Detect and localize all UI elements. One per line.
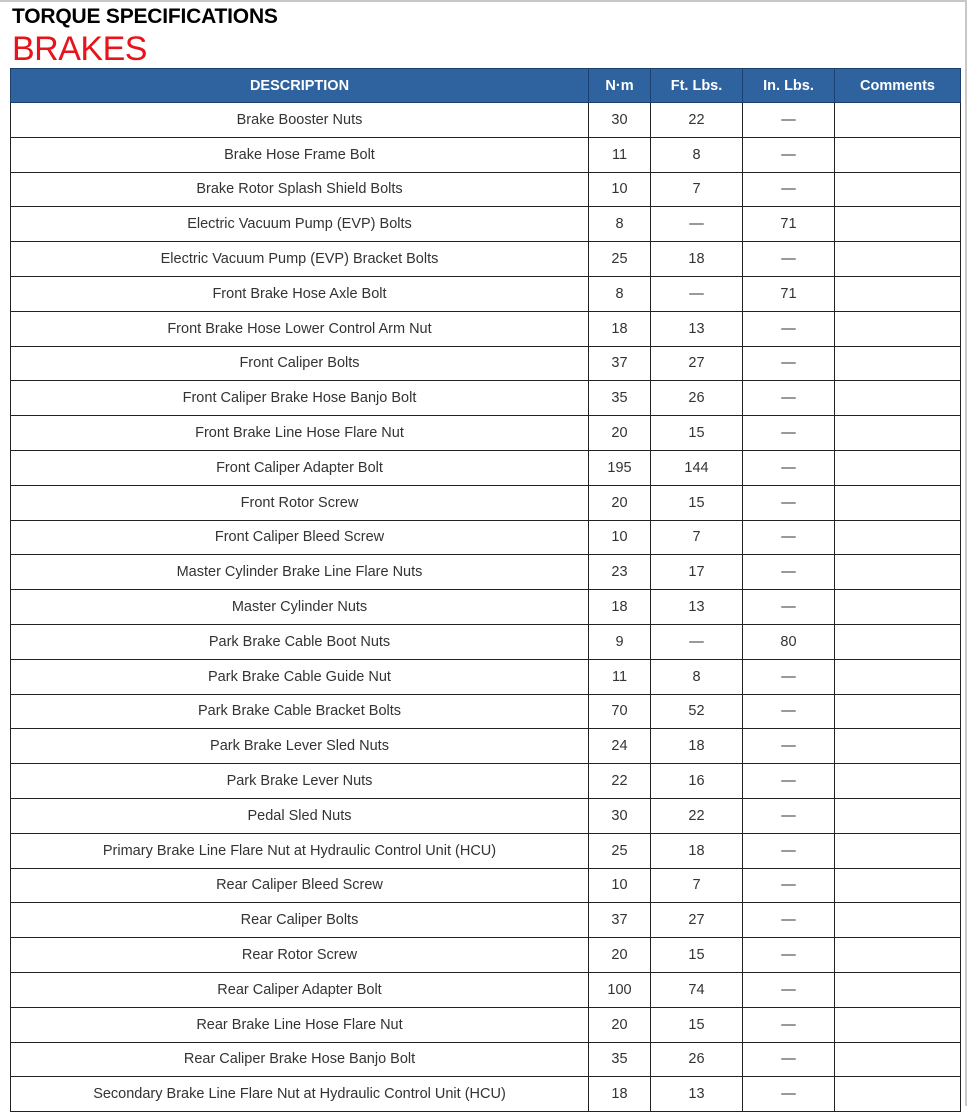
ft-lbs-cell: 22 (651, 798, 743, 833)
table-row (11, 485, 961, 520)
comments-cell (835, 659, 961, 694)
nm-cell: 22 (589, 764, 651, 799)
in-lbs-cell: — (743, 798, 835, 833)
in-lbs-cell: — (743, 659, 835, 694)
ft-lbs-cell: 27 (651, 346, 743, 381)
comments-cell (835, 276, 961, 311)
table-row (11, 346, 961, 381)
description-cell: Rear Rotor Screw (11, 938, 589, 973)
section-title: BRAKES (12, 30, 147, 68)
table-row (11, 1042, 961, 1077)
ft-lbs-cell: 8 (651, 659, 743, 694)
comments-cell (835, 590, 961, 625)
table-row (11, 903, 961, 938)
nm-cell: 10 (589, 172, 651, 207)
description-cell: Primary Brake Line Flare Nut at Hydraulic Control Unit (HCU) (11, 833, 589, 868)
table-row (11, 207, 961, 242)
torque-spec-table (10, 68, 961, 1112)
comments-cell (835, 972, 961, 1007)
table-row (11, 555, 961, 590)
in-lbs-cell: — (743, 346, 835, 381)
ft-lbs-cell: 18 (651, 833, 743, 868)
title-block (12, 5, 278, 67)
table-row (11, 659, 961, 694)
nm-cell: 11 (589, 137, 651, 172)
table-row (11, 694, 961, 729)
in-lbs-cell: — (743, 1007, 835, 1042)
ft-lbs-cell: — (651, 624, 743, 659)
table-row (11, 242, 961, 277)
description-cell: Park Brake Cable Bracket Bolts (11, 694, 589, 729)
nm-cell: 18 (589, 311, 651, 346)
ft-lbs-cell: 15 (651, 485, 743, 520)
comments-cell (835, 416, 961, 451)
ft-lbs-cell: 27 (651, 903, 743, 938)
comments-cell (835, 172, 961, 207)
comments-cell (835, 137, 961, 172)
in-lbs-cell: — (743, 450, 835, 485)
description-cell: Front Brake Hose Lower Control Arm Nut (11, 311, 589, 346)
in-lbs-cell: — (743, 729, 835, 764)
table-row (11, 276, 961, 311)
description-cell: Brake Booster Nuts (11, 103, 589, 138)
ft-lbs-cell: 18 (651, 729, 743, 764)
comments-cell (835, 242, 961, 277)
ft-lbs-cell: 26 (651, 1042, 743, 1077)
description-cell: Secondary Brake Line Flare Nut at Hydraulic Control Unit (HCU) (11, 1077, 589, 1112)
in-lbs-cell: — (743, 485, 835, 520)
comments-cell (835, 381, 961, 416)
nm-cell: 20 (589, 485, 651, 520)
nm-cell: 8 (589, 276, 651, 311)
description-cell: Front Caliper Adapter Bolt (11, 450, 589, 485)
nm-cell: 18 (589, 590, 651, 625)
in-lbs-cell: — (743, 868, 835, 903)
in-lbs-cell: — (743, 764, 835, 799)
nm-cell: 9 (589, 624, 651, 659)
table-row (11, 311, 961, 346)
nm-cell: 20 (589, 1007, 651, 1042)
nm-cell: 18 (589, 1077, 651, 1112)
in-lbs-cell: 71 (743, 276, 835, 311)
table-row (11, 833, 961, 868)
in-lbs-cell: — (743, 311, 835, 346)
description-cell: Brake Rotor Splash Shield Bolts (11, 172, 589, 207)
description-cell: Pedal Sled Nuts (11, 798, 589, 833)
comments-cell (835, 346, 961, 381)
comments-cell (835, 450, 961, 485)
column-header-nm: N·m (589, 69, 651, 103)
description-cell: Front Rotor Screw (11, 485, 589, 520)
in-lbs-cell: — (743, 1077, 835, 1112)
in-lbs-cell: 80 (743, 624, 835, 659)
table-row (11, 520, 961, 555)
ft-lbs-cell: 13 (651, 590, 743, 625)
ft-lbs-cell: 15 (651, 1007, 743, 1042)
ft-lbs-cell: — (651, 276, 743, 311)
nm-cell: 25 (589, 242, 651, 277)
description-cell: Electric Vacuum Pump (EVP) Bracket Bolts (11, 242, 589, 277)
table-row (11, 137, 961, 172)
comments-cell (835, 207, 961, 242)
table-row (11, 103, 961, 138)
in-lbs-cell: — (743, 903, 835, 938)
table-row (11, 590, 961, 625)
nm-cell: 70 (589, 694, 651, 729)
nm-cell: 30 (589, 798, 651, 833)
in-lbs-cell: — (743, 172, 835, 207)
nm-cell: 10 (589, 868, 651, 903)
column-header-ft-lbs: Ft. Lbs. (651, 69, 743, 103)
ft-lbs-cell: — (651, 207, 743, 242)
table-row (11, 729, 961, 764)
in-lbs-cell: — (743, 103, 835, 138)
in-lbs-cell: — (743, 833, 835, 868)
nm-cell: 35 (589, 381, 651, 416)
description-cell: Brake Hose Frame Bolt (11, 137, 589, 172)
comments-cell (835, 903, 961, 938)
comments-cell (835, 485, 961, 520)
comments-cell (835, 520, 961, 555)
ft-lbs-cell: 15 (651, 416, 743, 451)
in-lbs-cell: — (743, 590, 835, 625)
table-row (11, 938, 961, 973)
ft-lbs-cell: 144 (651, 450, 743, 485)
table-row (11, 624, 961, 659)
table-row (11, 381, 961, 416)
ft-lbs-cell: 16 (651, 764, 743, 799)
nm-cell: 35 (589, 1042, 651, 1077)
table-row (11, 868, 961, 903)
table-row (11, 416, 961, 451)
comments-cell (835, 868, 961, 903)
ft-lbs-cell: 8 (651, 137, 743, 172)
in-lbs-cell: — (743, 694, 835, 729)
ft-lbs-cell: 74 (651, 972, 743, 1007)
description-cell: Rear Caliper Bleed Screw (11, 868, 589, 903)
description-cell: Park Brake Lever Sled Nuts (11, 729, 589, 764)
ft-lbs-cell: 22 (651, 103, 743, 138)
comments-cell (835, 764, 961, 799)
comments-cell (835, 1007, 961, 1042)
description-cell: Front Brake Line Hose Flare Nut (11, 416, 589, 451)
table-row (11, 764, 961, 799)
comments-cell (835, 938, 961, 973)
nm-cell: 20 (589, 938, 651, 973)
comments-cell (835, 555, 961, 590)
in-lbs-cell: — (743, 242, 835, 277)
in-lbs-cell: — (743, 381, 835, 416)
comments-cell (835, 1042, 961, 1077)
ft-lbs-cell: 26 (651, 381, 743, 416)
description-cell: Front Caliper Bleed Screw (11, 520, 589, 555)
description-cell: Park Brake Cable Boot Nuts (11, 624, 589, 659)
nm-cell: 25 (589, 833, 651, 868)
comments-cell (835, 1077, 961, 1112)
description-cell: Front Brake Hose Axle Bolt (11, 276, 589, 311)
ft-lbs-cell: 13 (651, 1077, 743, 1112)
table-row (11, 1077, 961, 1112)
ft-lbs-cell: 7 (651, 172, 743, 207)
ft-lbs-cell: 17 (651, 555, 743, 590)
ft-lbs-cell: 7 (651, 868, 743, 903)
nm-cell: 23 (589, 555, 651, 590)
in-lbs-cell: — (743, 416, 835, 451)
in-lbs-cell: — (743, 137, 835, 172)
nm-cell: 24 (589, 729, 651, 764)
table-body (11, 103, 961, 1112)
comments-cell (835, 833, 961, 868)
description-cell: Park Brake Cable Guide Nut (11, 659, 589, 694)
nm-cell: 37 (589, 903, 651, 938)
description-cell: Rear Caliper Adapter Bolt (11, 972, 589, 1007)
in-lbs-cell: — (743, 972, 835, 1007)
table-row (11, 172, 961, 207)
description-cell: Front Caliper Bolts (11, 346, 589, 381)
column-header-in-lbs: In. Lbs. (743, 69, 835, 103)
table-row (11, 972, 961, 1007)
nm-cell: 8 (589, 207, 651, 242)
in-lbs-cell: — (743, 520, 835, 555)
comments-cell (835, 798, 961, 833)
description-cell: Electric Vacuum Pump (EVP) Bolts (11, 207, 589, 242)
description-cell: Front Caliper Brake Hose Banjo Bolt (11, 381, 589, 416)
description-cell: Rear Caliper Bolts (11, 903, 589, 938)
in-lbs-cell: — (743, 1042, 835, 1077)
column-header-comments: Comments (835, 69, 961, 103)
in-lbs-cell: — (743, 938, 835, 973)
nm-cell: 11 (589, 659, 651, 694)
ft-lbs-cell: 15 (651, 938, 743, 973)
comments-cell (835, 103, 961, 138)
description-cell: Master Cylinder Brake Line Flare Nuts (11, 555, 589, 590)
comments-cell (835, 729, 961, 764)
ft-lbs-cell: 13 (651, 311, 743, 346)
description-cell: Master Cylinder Nuts (11, 590, 589, 625)
page-title: TORQUE SPECIFICATIONS (12, 5, 278, 28)
comments-cell (835, 624, 961, 659)
table-row (11, 1007, 961, 1042)
ft-lbs-cell: 7 (651, 520, 743, 555)
in-lbs-cell: 71 (743, 207, 835, 242)
comments-cell (835, 694, 961, 729)
nm-cell: 195 (589, 450, 651, 485)
nm-cell: 20 (589, 416, 651, 451)
in-lbs-cell: — (743, 555, 835, 590)
description-cell: Rear Caliper Brake Hose Banjo Bolt (11, 1042, 589, 1077)
description-cell: Park Brake Lever Nuts (11, 764, 589, 799)
nm-cell: 30 (589, 103, 651, 138)
ft-lbs-cell: 18 (651, 242, 743, 277)
nm-cell: 37 (589, 346, 651, 381)
description-cell: Rear Brake Line Hose Flare Nut (11, 1007, 589, 1042)
nm-cell: 100 (589, 972, 651, 1007)
nm-cell: 10 (589, 520, 651, 555)
table-header-row (11, 69, 961, 103)
comments-cell (835, 311, 961, 346)
table-row (11, 798, 961, 833)
table-row (11, 450, 961, 485)
column-header-description: DESCRIPTION (11, 69, 589, 103)
ft-lbs-cell: 52 (651, 694, 743, 729)
